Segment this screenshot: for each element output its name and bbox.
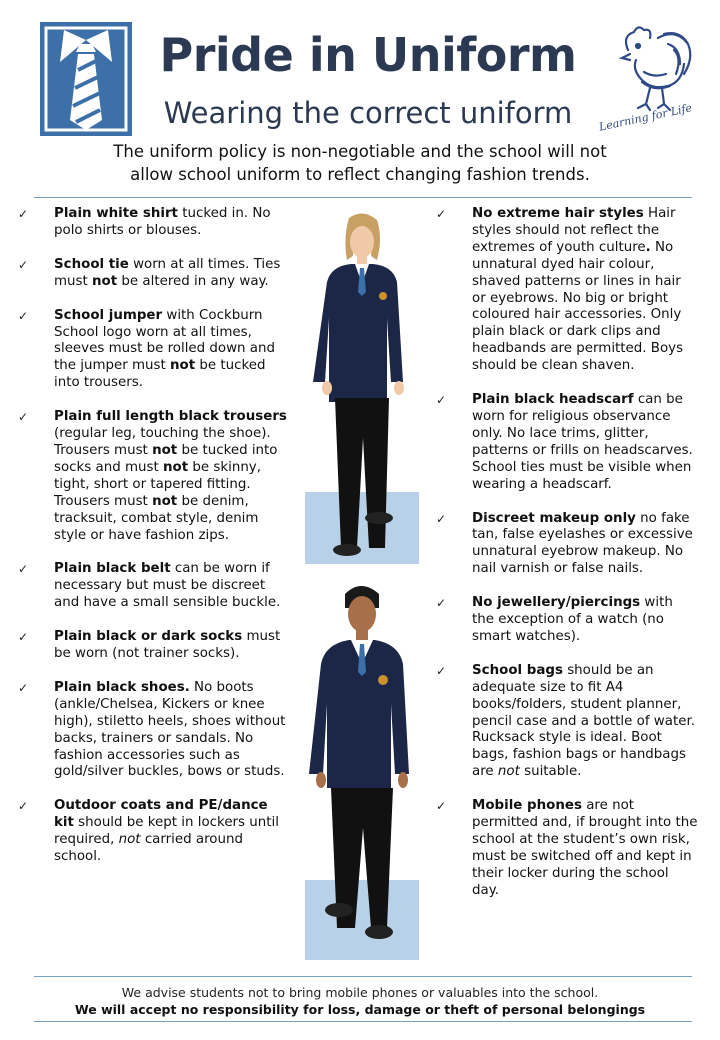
check-icon: ✓	[436, 393, 447, 408]
check-icon: ✓	[436, 207, 447, 221]
intro-line-2: allow school uniform to reflect changing fashion trends.	[130, 165, 590, 184]
footer-disclaimer: We will accept no responsibility for loss, damage or theft of personal belongings	[74, 1002, 646, 1017]
page-title: Pride in Uniform	[159, 28, 577, 82]
intro-text	[60, 140, 660, 186]
check-icon: ✓	[18, 308, 29, 323]
rule-item-makeup: ✓ Discreet makeup only no fake tan, false eyelashes or excessive unnatural eyebrow makeup. No nail varnish or false nails.	[436, 510, 693, 577]
intro-line-1: The uniform policy is non-negotiable and the school will not	[113, 142, 607, 161]
shirt-tie-logo	[40, 22, 132, 136]
rule-item-shoes: ✓ Plain black shoes. No boots (ankle/Chelsea, Kickers or knee high), stiletto heels, shoes without backs, trainers or sandals. No fashion accessories such as gold/silver buckles, bows or studs.	[18, 679, 286, 780]
school-motto: Learning for Life	[597, 101, 694, 134]
rule-item-jumper: ✓ School jumper with Cockburn School logo worn at all times, sleeves must be rolled down and the jumper must not be tucked into trousers.	[18, 307, 275, 391]
rule-item-hair: ✓ No extreme hair styles Hair styles should not reflect the extremes of youth culture. No unnatural dyed hair colour, shaved patterns or lines in hair or eyebrows. No big or bright coloured hair accessories. Only plain black or dark clips and headbands are permitted. Boys should be clean shaven.	[436, 206, 684, 374]
footer-notice	[20, 984, 700, 1018]
left-rules-list	[18, 206, 290, 883]
page-subtitle: Wearing the correct uniform	[163, 96, 573, 130]
footer-divider	[34, 1021, 692, 1022]
check-icon: ✓	[436, 799, 447, 814]
rule-item-belt: ✓ Plain black belt can be worn if necessary but must be discreet and have a small sensible buckle.	[18, 561, 281, 611]
check-icon: ✓	[18, 207, 29, 221]
check-icon: ✓	[18, 680, 29, 695]
check-icon: ✓	[436, 511, 447, 526]
check-icon: ✓	[18, 257, 29, 272]
rule-item-jewellery: ✓ No jewellery/piercings with the exception of a watch (no smart watches).	[436, 595, 673, 644]
check-icon: ✓	[436, 596, 447, 611]
check-icon: ✓	[436, 663, 447, 678]
rule-item-headscarf: ✓ Plain black headscarf can be worn for religious observance only. No lace trims, glitter, patterns or frills on headscarves. School ties must be visible when wearing a headscarf.	[436, 392, 693, 492]
rule-item-bags: ✓ School bags should be an adequate size to fit A4 books/folders, student planner, pencil case and a bottle of water. Rucksack style is ideal. Boot bags, fashion bags or handbags are not suitable.	[436, 662, 695, 780]
student-photo-boy	[305, 580, 419, 960]
rule-item-phones: ✓ Mobile phones are not permitted and, if brought into the school at the student’s own risk, must be switched off and kept in their locker during the school day.	[436, 798, 698, 898]
top-divider	[34, 197, 692, 198]
check-icon: ✓	[18, 799, 29, 814]
rule-item-coats: ✓ Outdoor coats and PE/dance kit should be kept in lockers until required, not carried around school.	[18, 798, 279, 865]
check-icon: ✓	[18, 562, 29, 577]
rule-item-shirt: ✓ Plain white shirt tucked in. No polo shirts or blouses.	[18, 206, 271, 238]
rule-item-trousers: ✓ Plain full length black trousers (regular leg, touching the shoe). Trousers must not be tucked into socks and must not be skinny, tight, short or tapered fitting. Trousers must not be denim, tracksuit, combat style, denim style or have fashion zips.	[18, 409, 287, 543]
student-photo-girl	[305, 212, 419, 564]
bottom-divider	[34, 976, 692, 977]
footer-advice: We advise students not to bring mobile phones or valuables into the school.	[121, 985, 599, 1000]
rule-item-tie: ✓ School tie worn at all times. Ties must not be altered in any way.	[18, 256, 281, 289]
check-icon: ✓	[18, 630, 29, 645]
right-rules-list	[436, 206, 698, 917]
rule-item-socks: ✓ Plain black or dark socks must be worn (not trainer socks).	[18, 629, 281, 662]
check-icon: ✓	[18, 410, 29, 425]
